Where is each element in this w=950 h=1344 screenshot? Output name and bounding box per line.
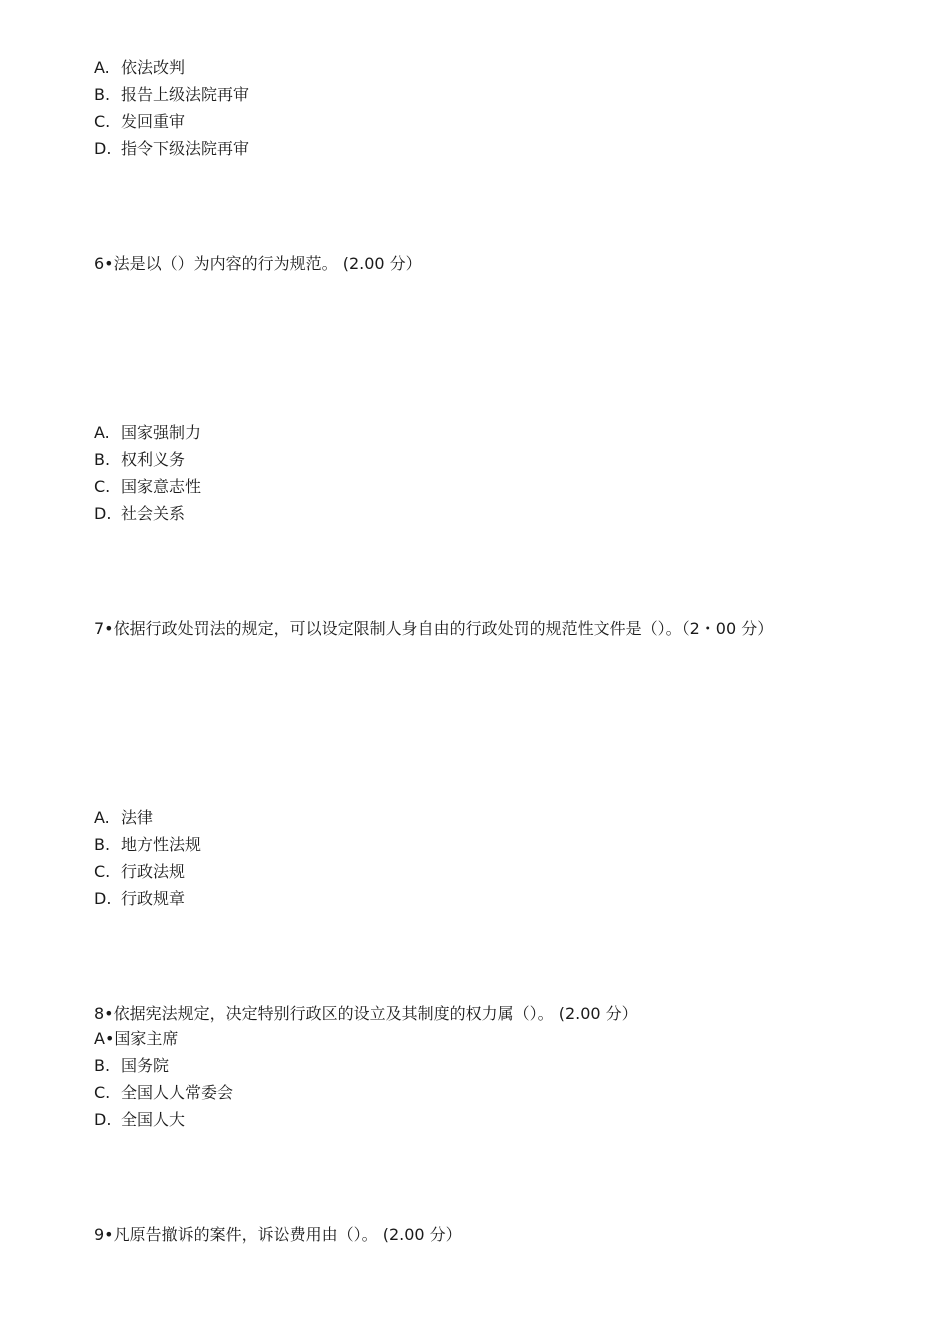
q6-option-a: A. 国家强制力 [94,423,202,442]
q7-option-c: C. 行政法规 [94,862,186,881]
q7-option-a: A. 法律 [94,808,154,827]
q6-option-b: B. 权利义务 [94,450,186,469]
q7-option-d: D. 行政规章 [94,889,186,908]
q9-question: 9•凡原告撤诉的案件，诉讼费用由（）。 (2.00 分） [94,1225,462,1244]
q5-option-d: D. 指令下级法院再审 [94,139,250,158]
q8-option-a: A•国家主席 [94,1029,179,1048]
q6-question: 6•法是以（）为内容的行为规范。 (2.00 分） [94,254,422,273]
q5-option-a: A. 依法改判 [94,58,186,77]
q5-option-c: C. 发回重审 [94,112,186,131]
q8-option-d: D. 全国人大 [94,1110,186,1129]
q6-option-d: D. 社会关系 [94,504,186,523]
q6-option-c: C. 国家意志性 [94,477,202,496]
q7-option-b: B. 地方性法规 [94,835,202,854]
q7-question: 7•依据行政处罚法的规定，可以设定限制人身自由的行政处罚的规范性文件是（）。（2・00 分） [94,619,774,638]
q8-question: 8•依据宪法规定，决定特别行政区的设立及其制度的权力属（）。 (2.00 分） [94,1004,638,1023]
q8-option-b: B. 国务院 [94,1056,170,1075]
q8-option-c: C. 全国人人常委会 [94,1083,234,1102]
q5-option-b: B. 报告上级法院再审 [94,85,250,104]
